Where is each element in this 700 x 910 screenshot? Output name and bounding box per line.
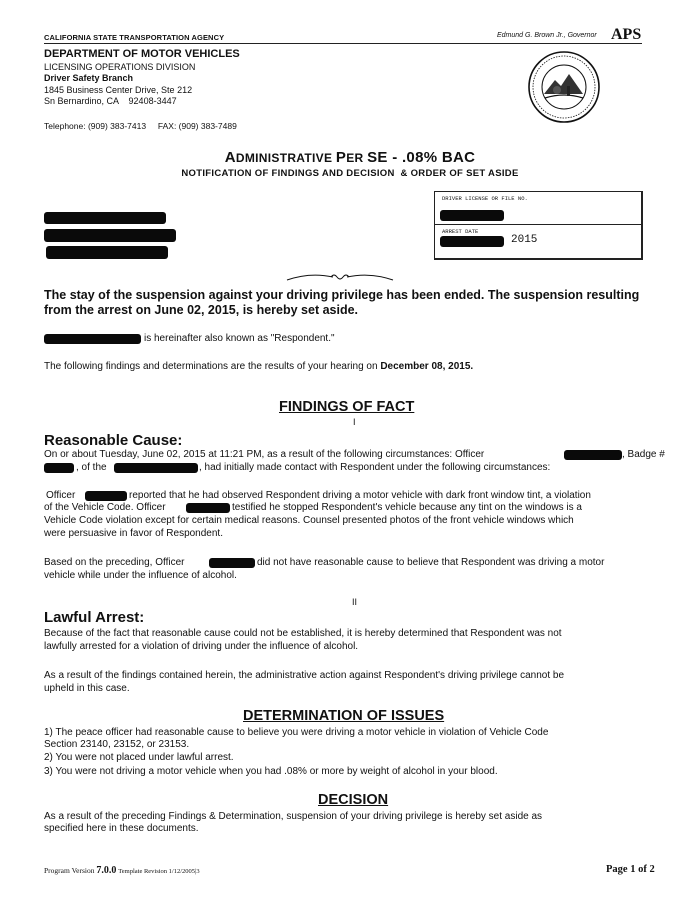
governor-title: Governor [567, 32, 597, 39]
determination-item-1a: 1) The peace officer had reasonable cause to believe you were driving a motor vehicle in violation of Vehicle Code [44, 727, 549, 738]
determination-item-2: 2) You were not placed under lawful arrest. [44, 752, 234, 763]
based-para-start: Based on the preceding, Officer [44, 557, 185, 568]
ornament-divider-icon [285, 270, 395, 284]
lawful-arrest-line-3: As a result of the findings contained herein, the administrative action against Respondent's driving privilege cannot be [44, 670, 564, 681]
redacted-respondent-name [44, 334, 141, 344]
redacted-officer-1 [85, 491, 127, 501]
determination-heading: DETERMINATION OF ISSUES [243, 708, 445, 724]
redacted-officer-3 [209, 558, 255, 568]
redacted-officer-2 [186, 503, 230, 513]
license-box-divider [434, 224, 642, 225]
agency-of-label: , of the [76, 462, 107, 473]
redacted-badge-number [44, 463, 74, 473]
officer-para-line-2b: testified he stopped Respondent's vehicle because any tint on the windows is a [232, 502, 582, 513]
findings-heading: FINDINGS OF FACT [279, 399, 415, 415]
officer-para-line-1: reported that he had observed Respondent driving a motor vehicle with dark front window tint, a violation [129, 490, 591, 501]
document-subtitle: NOTIFICATION OF FINDINGS AND DECISION & ORDER OF SET ASIDE [181, 168, 519, 179]
arrest-date-label: ARREST DATE [442, 228, 479, 235]
reasonable-cause-line-1: On or about Tuesday, June 02, 2015 at 11:21 PM, as a result of the following circumstances: Officer [44, 449, 485, 460]
determination-item-3: 3) You were not driving a motor vehicle when you had .08% or more by weight of alcohol in your blood. [44, 766, 498, 777]
form-code: APS [611, 26, 642, 43]
lawful-arrest-line-1: Because of the fact that reasonable cause could not be established, it is hereby determined that Respondent was not [44, 628, 562, 639]
address-line-2: Sn Bernardino, CA 92408-3447 [44, 95, 177, 106]
lawful-arrest-line-4: upheld in this case. [44, 683, 130, 694]
reasonable-cause-line-2: , had initially made contact with Respondent under the following circumstances: [199, 462, 551, 473]
officer-para-start: Officer [46, 490, 76, 501]
lawful-arrest-heading: Lawful Arrest: [44, 609, 145, 626]
officer-para-line-2a: of the Vehicle Code. Officer [44, 502, 166, 513]
redacted-license-number [440, 210, 504, 221]
badge-label: , Badge # [622, 449, 665, 460]
header-rule [44, 43, 642, 44]
agency-name: CALIFORNIA STATE TRANSPORTATION AGENCY [44, 33, 225, 42]
governor-name: Edmund G. Brown Jr., [497, 32, 566, 39]
redacted-officer-name [564, 450, 622, 460]
governor-line [497, 32, 597, 39]
redacted-agency [114, 463, 198, 473]
office-address [44, 62, 195, 107]
section-mark-2: II [352, 597, 358, 607]
redacted-street [44, 229, 176, 242]
page-number: Page 1 of 2 [606, 864, 655, 875]
decision-line-2: specified here in these documents. [44, 823, 199, 834]
state-seal-icon [527, 50, 601, 124]
hearing-date: December 08, 2015. [380, 361, 474, 372]
section-mark-1: I [353, 417, 356, 427]
phone-fax-line: Telephone: (909) 383-7413 FAX: (909) 383-7489 [44, 121, 237, 131]
respondent-aka: is hereinafter also known as "Respondent." [144, 333, 335, 344]
license-number-label: DRIVER LICENSE OR FILE NO. [442, 195, 528, 202]
reasonable-cause-heading: Reasonable Cause: [44, 432, 183, 449]
decision-heading: DECISION [318, 792, 389, 808]
department-name: DEPARTMENT OF MOTOR VEHICLES [44, 48, 240, 60]
branch-name: Driver Safety Branch [44, 73, 134, 84]
decision-line-1: As a result of the preceding Findings & Determination, suspension of your driving privilege is hereby set aside as [44, 811, 543, 822]
arrest-year: 2015 [511, 234, 538, 246]
determination-item-1b: Section 23140, 23152, or 23153. [44, 739, 190, 750]
address-line-1: 1845 Business Center Drive, Ste 212 [44, 84, 193, 95]
officer-para-line-4: were persuasive in favor of Respondent. [44, 528, 223, 539]
officer-para-line-3: Vehicle Code violation except for certain medical reasons. Counsel presented photos of the front vehicle windows which [44, 515, 574, 526]
redacted-arrest-date [440, 236, 504, 247]
division-name: LICENSING OPERATIONS DIVISION [44, 62, 196, 72]
redacted-city [46, 246, 168, 259]
hearing-line: The following findings and determinations are the results of your hearing on December 08, 2015. [44, 361, 474, 372]
based-para-line-1: did not have reasonable cause to believe that Respondent was driving a motor [257, 557, 605, 568]
redacted-name [44, 212, 166, 224]
lawful-arrest-line-2: lawfully arrested for a violation of driving under the influence of alcohol. [44, 641, 359, 652]
document-title: ADMINISTRATIVE PER SE - .08% BAC [224, 149, 476, 166]
program-version: Program Version 7.0.0 Template Revision 1/12/2005|3 [44, 865, 200, 876]
stay-notice: The stay of the suspension against your driving privilege has been ended. The suspension resulting from the arrest on June 02, 2015, is hereby set aside. [44, 288, 640, 317]
based-para-line-2: vehicle while under the influence of alcohol. [44, 570, 237, 581]
